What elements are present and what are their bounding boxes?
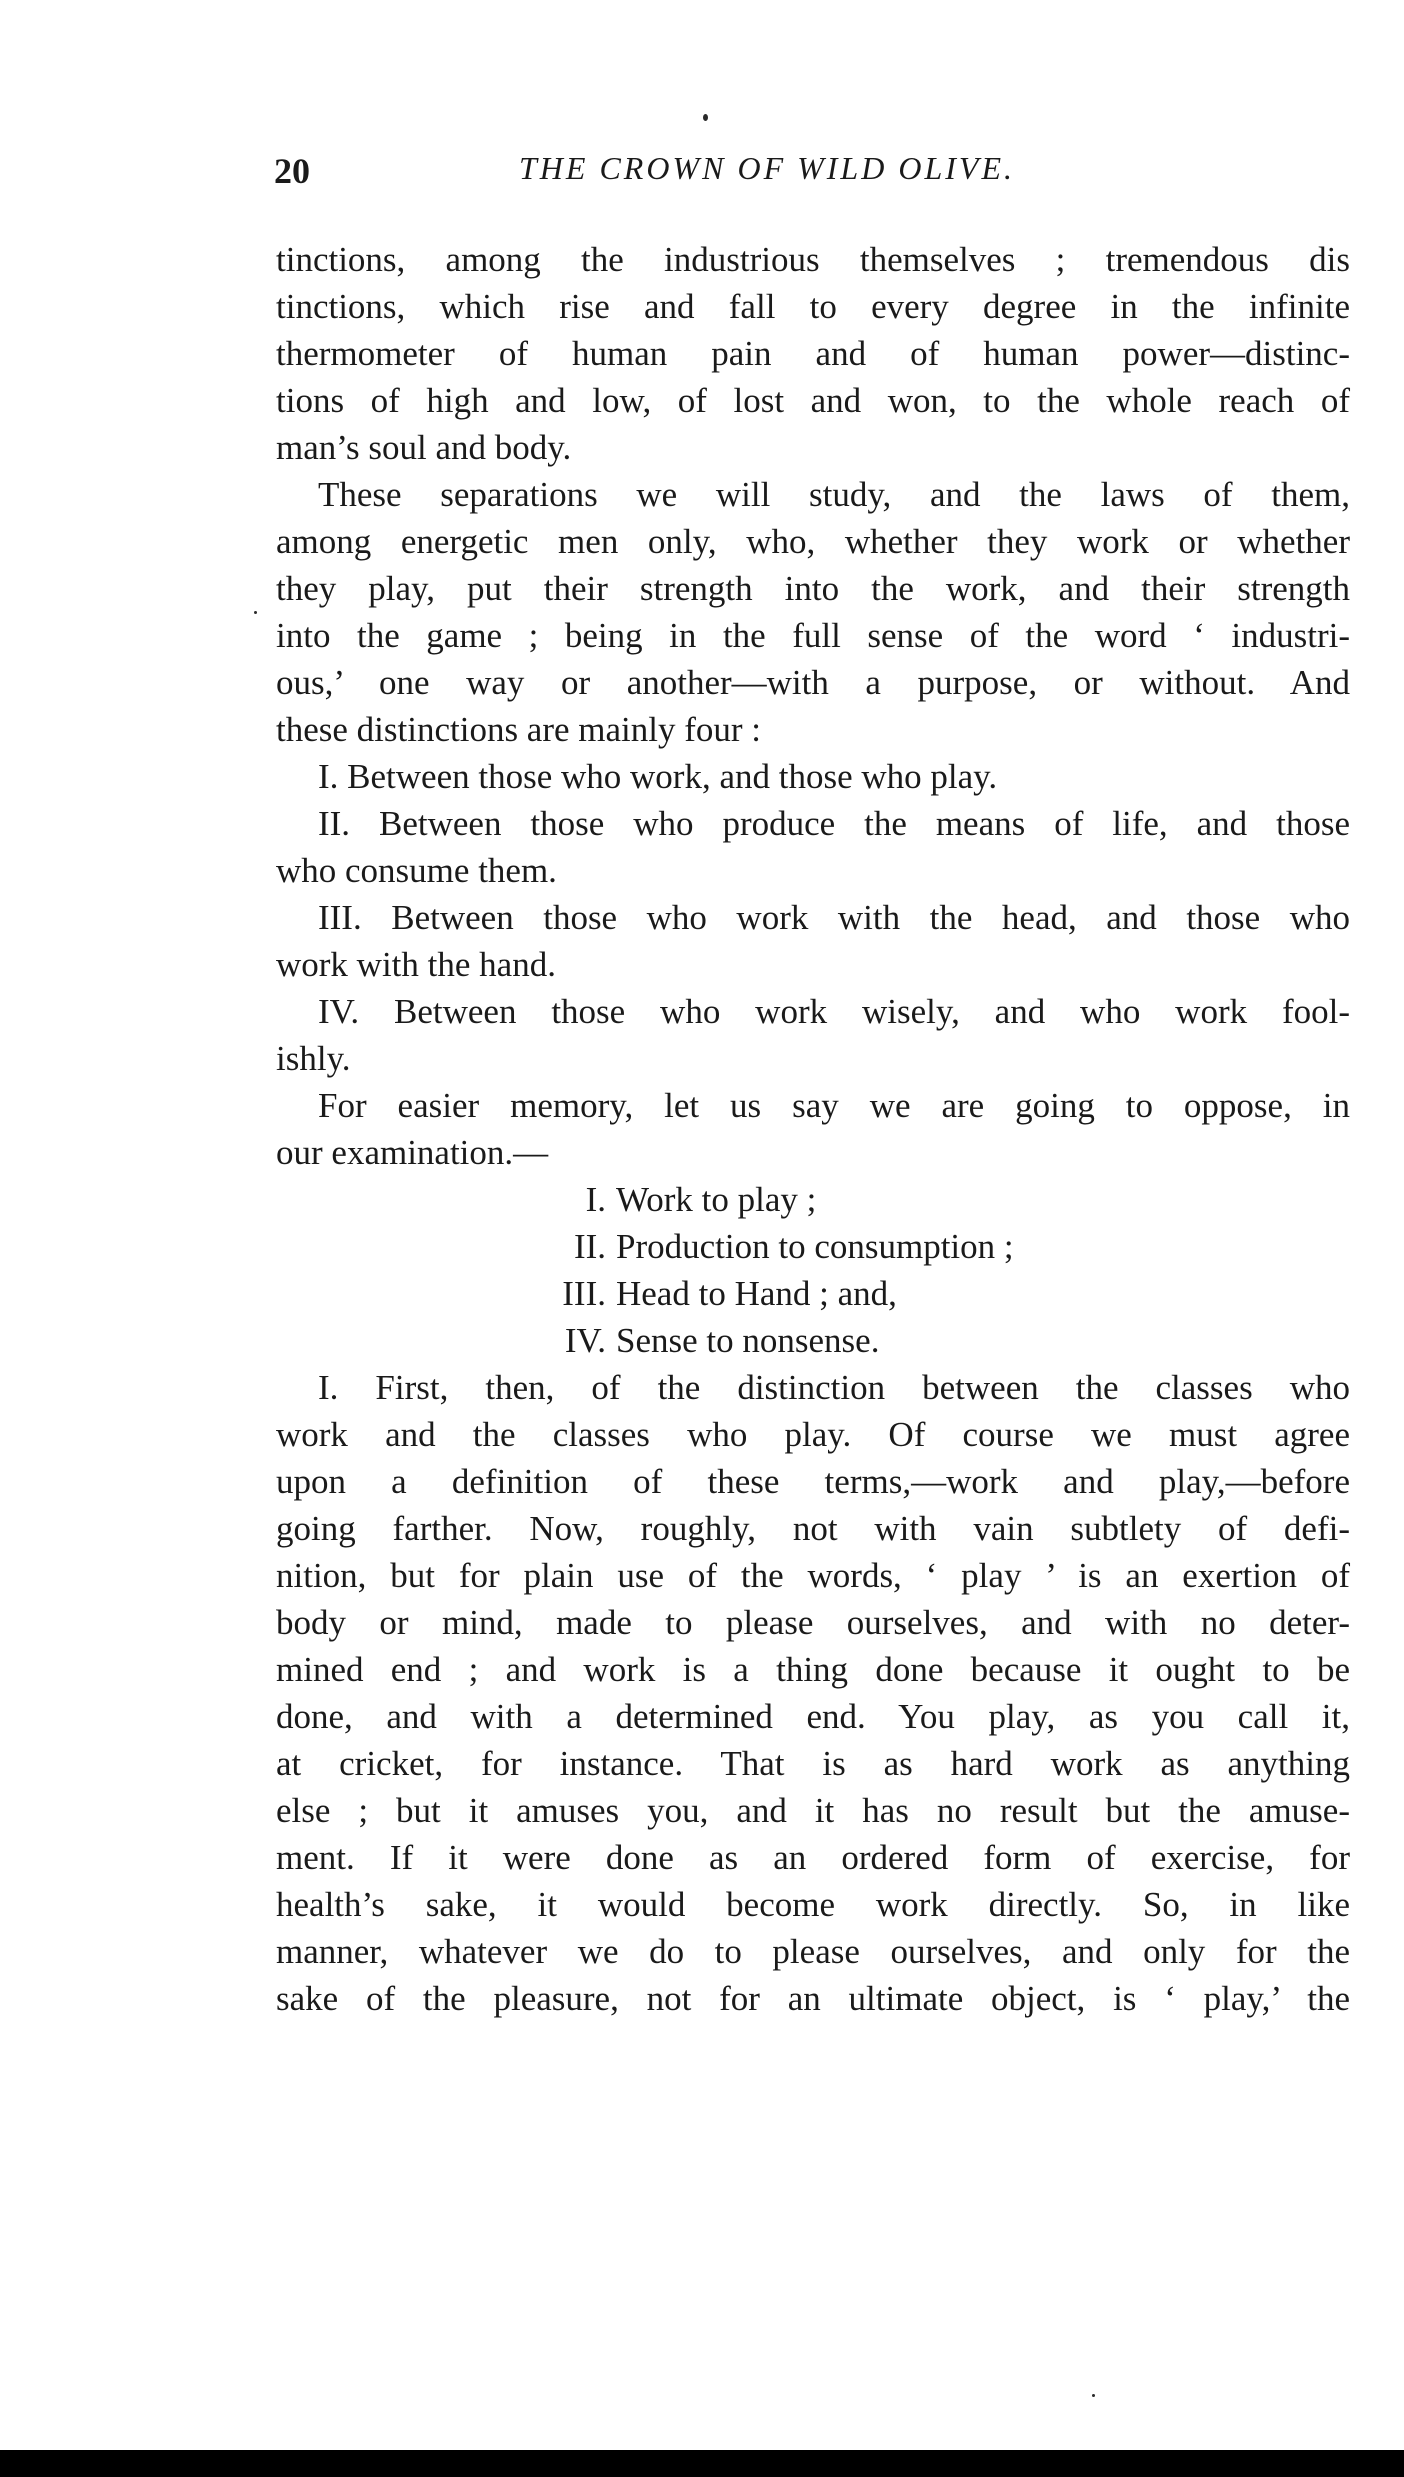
text-line: thermometer of human pain and of human power—distinc- xyxy=(276,334,1350,373)
text-line: among energetic men only, who, whether they work or whether xyxy=(276,522,1350,561)
text-line: who consume them. xyxy=(276,851,557,890)
text-line: nition, but for plain use of the words, ‘ play ’ is an exertion of xyxy=(276,1556,1350,1595)
summary-list-item xyxy=(276,1176,1350,1223)
running-head xyxy=(274,150,1354,200)
text-line: tinctions, among the industrious themselves ; tremendous dis xyxy=(276,240,1350,279)
text-line: body or mind, made to please ourselves, and with no deter- xyxy=(276,1603,1350,1642)
summary-list-text: Head to Hand ; and, xyxy=(616,1274,897,1313)
summary-list-text: Work to play ; xyxy=(616,1180,817,1219)
text-line: ishly. xyxy=(276,1039,351,1078)
text-line: IV. Between those who work wisely, and who work fool- xyxy=(318,992,1350,1031)
text-line: tinctions, which rise and fall to every degree in the infinite xyxy=(276,287,1350,326)
text-line: manner, whatever we do to please ourselves, and only for the xyxy=(276,1932,1350,1971)
paragraphs-after-list xyxy=(276,1364,1350,2022)
ink-speck xyxy=(703,114,708,121)
text-line: III. Between those who work with the head, and those who xyxy=(318,898,1350,937)
summary-list-numeral: I. xyxy=(585,1180,606,1219)
scan-bottom-edge xyxy=(0,2450,1404,2477)
page-number: 20 xyxy=(274,151,310,191)
text-line: I. Between those who work, and those who play. xyxy=(318,757,998,796)
text-line: For easier memory, let us say we are going to oppose, in xyxy=(318,1086,1350,1125)
summary-list-numeral: III. xyxy=(562,1274,606,1313)
text-line: going farther. Now, roughly, not with vain subtlety of defi- xyxy=(276,1509,1350,1548)
summary-list-item xyxy=(276,1317,1350,1364)
ink-speck xyxy=(1092,2394,1095,2397)
text-line: at cricket, for instance. That is as hard work as anything xyxy=(276,1744,1350,1783)
text-line: II. Between those who produce the means of life, and those xyxy=(318,804,1350,843)
summary-list-numeral: II. xyxy=(573,1227,606,1266)
summary-list xyxy=(276,1176,1350,1364)
text-line: they play, put their strength into the work, and their strength xyxy=(276,569,1350,608)
summary-list-text: Sense to nonsense. xyxy=(616,1321,880,1360)
summary-list-item xyxy=(276,1223,1350,1270)
text-line: done, and with a determined end. You play, as you call it, xyxy=(276,1697,1350,1736)
text-line: I. First, then, of the distinction between the classes who xyxy=(318,1368,1350,1407)
text-line: tions of high and low, of lost and won, to the whole reach of xyxy=(276,381,1350,420)
text-line: sake of the pleasure, not for an ultimate object, is ‘ play,’ the xyxy=(276,1979,1350,2018)
text-line: These separations we will study, and the laws of them, xyxy=(318,475,1350,514)
running-title: THE CROWN OF WILD OLIVE. xyxy=(519,150,1015,186)
text-line: ment. If it were done as an ordered form of exercise, for xyxy=(276,1838,1350,1877)
text-line: else ; but it amuses you, and it has no result but the amuse- xyxy=(276,1791,1350,1830)
text-line: mined end ; and work is a thing done because it ought to be xyxy=(276,1650,1350,1689)
text-line: man’s soul and body. xyxy=(276,428,572,467)
text-line: these distinctions are mainly four : xyxy=(276,710,762,749)
ink-speck xyxy=(254,611,257,614)
text-line: ous,’ one way or another—with a purpose, or without. And xyxy=(276,663,1350,702)
summary-list-item xyxy=(276,1270,1350,1317)
summary-list-text: Production to consumption ; xyxy=(616,1227,1014,1266)
text-line: upon a definition of these terms,—work and play,—before xyxy=(276,1462,1350,1501)
text-line: into the game ; being in the full sense of the word ‘ industri- xyxy=(276,616,1350,655)
summary-list-numeral: IV. xyxy=(564,1321,606,1360)
body-text xyxy=(276,236,1350,2022)
text-line: work and the classes who play. Of course we must agree xyxy=(276,1415,1350,1454)
paragraphs-before-list xyxy=(276,236,1350,1176)
text-line: health’s sake, it would become work directly. So, in like xyxy=(276,1885,1350,1924)
text-line: work with the hand. xyxy=(276,945,556,984)
text-line: our examination.— xyxy=(276,1133,549,1172)
